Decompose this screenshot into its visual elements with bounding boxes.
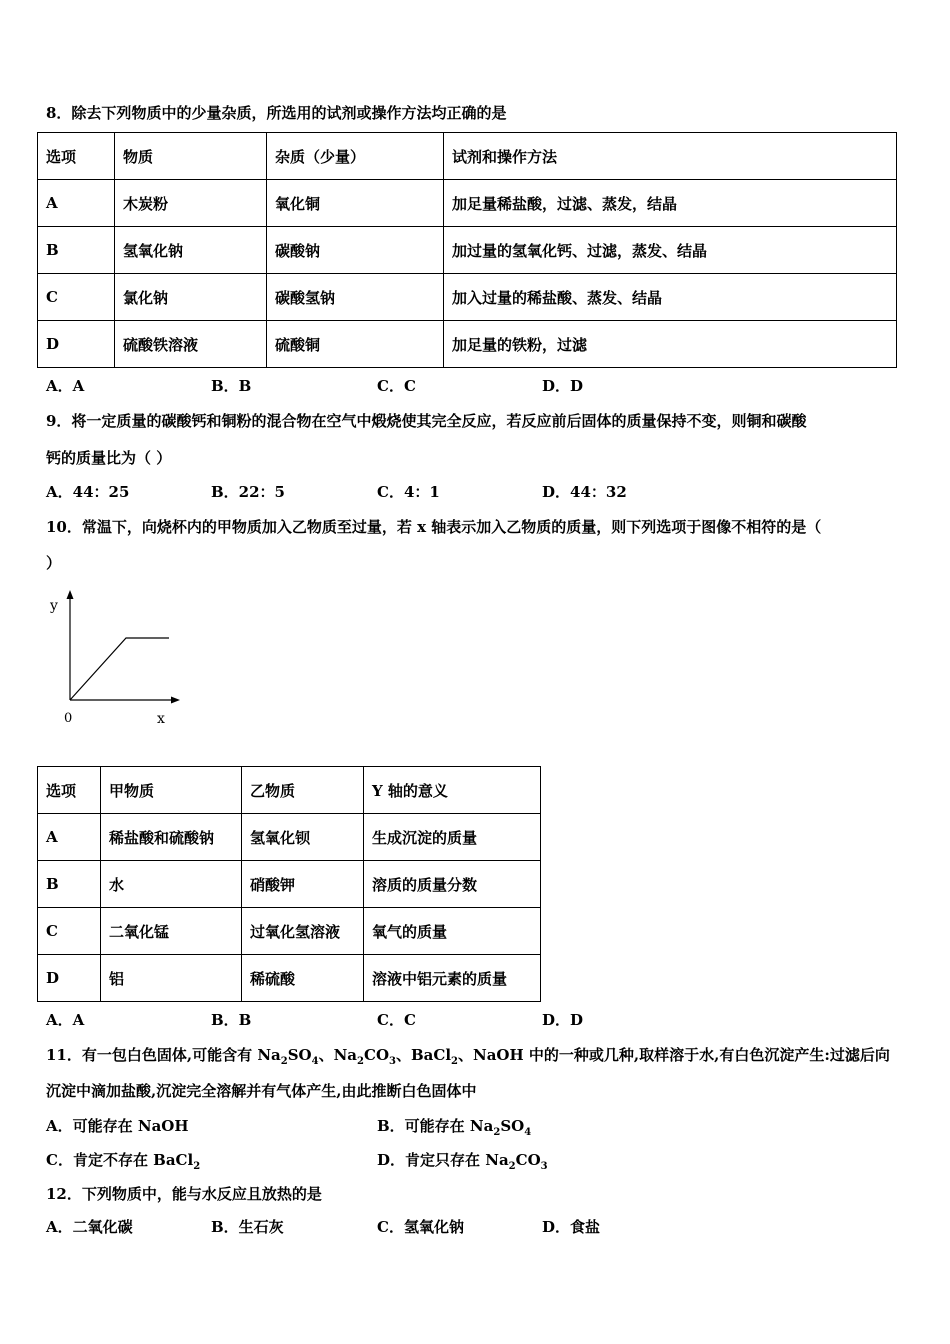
table-cell: 稀盐酸和硫酸钠 <box>101 814 242 861</box>
q11-stem-text: 11．有一包白色固体,可能含有 Na <box>46 1046 281 1064</box>
y-axis-label: y <box>50 598 58 614</box>
q10-stem-line1: 10．常温下，向烧杯内的甲物质加入乙物质至过量，若 x 轴表示加入乙物质的质量，则下列选项于图像不相符的是（ <box>46 518 822 536</box>
q9-option-c: C．4：1 <box>377 483 440 501</box>
table-header-cell: Y 轴的意义 <box>364 767 541 814</box>
q10-stem-line2: ） <box>46 554 62 572</box>
q10-option-a: A．A <box>46 1011 85 1029</box>
q10-table <box>37 766 541 1002</box>
table-row <box>38 274 897 321</box>
q11-stem-line2: 沉淀中滴加盐酸,沉淀完全溶解并有气体产生,由此推断白色固体中 <box>46 1082 477 1100</box>
table-row <box>38 861 541 908</box>
table-row <box>38 321 897 368</box>
table-cell: 硫酸铁溶液 <box>115 321 267 368</box>
y-axis-arrow <box>67 590 74 599</box>
table-cell: 硝酸钾 <box>242 861 364 908</box>
q12-stem: 12．下列物质中，能与水反应且放热的是 <box>46 1185 322 1203</box>
table-cell: D <box>38 321 115 368</box>
q8-stem: 8．除去下列物质中的少量杂质，所选用的试剂或操作方法均正确的是 <box>46 104 507 122</box>
table-cell: 加过量的氢氧化钙、过滤，蒸发、结晶 <box>444 227 897 274</box>
table-cell: 溶质的质量分数 <box>364 861 541 908</box>
table-cell: 碳酸氢钠 <box>267 274 444 321</box>
q12-option-b: B．生石灰 <box>211 1218 284 1236</box>
table-cell: 氧化铜 <box>267 180 444 227</box>
table-header-cell: 甲物质 <box>101 767 242 814</box>
table-header-cell: 试剂和操作方法 <box>444 133 897 180</box>
table-cell: 木炭粉 <box>115 180 267 227</box>
table-header-row <box>38 767 541 814</box>
q10-option-d: D．D <box>542 1011 584 1029</box>
table-cell: B <box>38 227 115 274</box>
q9-option-d: D．44：32 <box>542 483 627 501</box>
table-cell: 稀硫酸 <box>242 955 364 1002</box>
table-cell: A <box>38 814 101 861</box>
q11-option-b-text: B．可能存在 Na <box>377 1117 494 1135</box>
q12-option-a: A．二氧化碳 <box>46 1218 133 1236</box>
table-header-row <box>38 133 897 180</box>
table-header-cell: 物质 <box>115 133 267 180</box>
q11-option-d: D．肯定只存在 $Na_2CO_3$ <box>377 1151 548 1172</box>
table-cell: 加入过量的稀盐酸、蒸发、结晶 <box>444 274 897 321</box>
q10-option-c: C．C <box>377 1011 416 1029</box>
table-row <box>38 814 541 861</box>
table-cell: 二氧化锰 <box>101 908 242 955</box>
table-cell: 加足量稀盐酸，过滤、蒸发，结晶 <box>444 180 897 227</box>
table-row <box>38 180 897 227</box>
table-cell: 氯化钠 <box>115 274 267 321</box>
q10-option-b: B．B <box>211 1011 252 1029</box>
x-axis-label: x <box>157 711 165 727</box>
q10-graph <box>40 588 190 730</box>
table-cell: 加足量的铁粉，过滤 <box>444 321 897 368</box>
table-cell: 生成沉淀的质量 <box>364 814 541 861</box>
q11-stem-line1: 11．有一包白色固体,可能含有 $Na_2SO_4$、$Na_2CO_3$、BaCl$_2$、NaOH 中的一种或几种,取样溶于水,有白色沉淀产生:过滤后向 <box>46 1046 890 1067</box>
table-cell: 硫酸铜 <box>267 321 444 368</box>
table-header-cell: 选项 <box>38 767 101 814</box>
q8-option-c: C．C <box>377 377 416 395</box>
q11-option-a: A．可能存在 NaOH <box>46 1117 189 1135</box>
x-axis-arrow <box>171 697 180 704</box>
q11-option-c-text: C．肯定不存在 BaCl <box>46 1151 194 1169</box>
table-cell: 过氧化氢溶液 <box>242 908 364 955</box>
table-cell: 水 <box>101 861 242 908</box>
q9-stem-line1: 9．将一定质量的碳酸钙和铜粉的混合物在空气中煅烧使其完全反应，若反应前后固体的质量保持不变，则铜和碳酸 <box>46 412 807 430</box>
table-cell: 溶液中铝元素的质量 <box>364 955 541 1002</box>
table-header-cell: 乙物质 <box>242 767 364 814</box>
table-cell: 氧气的质量 <box>364 908 541 955</box>
table-cell: 氢氧化钡 <box>242 814 364 861</box>
table-cell: 氢氧化钠 <box>115 227 267 274</box>
q9-option-b: B．22：5 <box>211 483 285 501</box>
table-header-cell: 杂质（少量） <box>267 133 444 180</box>
table-cell: D <box>38 955 101 1002</box>
table-row <box>38 227 897 274</box>
q8-option-b: B．B <box>211 377 252 395</box>
graph-curve <box>70 638 169 700</box>
table-cell: C <box>38 274 115 321</box>
q9-option-a: A．44：25 <box>46 483 130 501</box>
table-cell: B <box>38 861 101 908</box>
table-row <box>38 908 541 955</box>
q11-option-c: C．肯定不存在 BaCl$_2$ <box>46 1151 201 1172</box>
table-row <box>38 955 541 1002</box>
q12-option-c: C．氢氧化钠 <box>377 1218 464 1236</box>
q11-option-b: B．可能存在 $Na_2SO_4$ <box>377 1117 532 1138</box>
table-cell: 铝 <box>101 955 242 1002</box>
table-cell: 碳酸钠 <box>267 227 444 274</box>
q8-table <box>37 132 897 368</box>
table-cell: A <box>38 180 115 227</box>
table-cell: C <box>38 908 101 955</box>
origin-label: 0 <box>64 711 73 726</box>
q11-option-d-text: D．肯定只存在 Na <box>377 1151 509 1169</box>
q8-option-d: D．D <box>542 377 584 395</box>
q9-stem-line2: 钙的质量比为（ ） <box>46 449 172 467</box>
table-header-cell: 选项 <box>38 133 115 180</box>
q8-option-a: A．A <box>46 377 85 395</box>
q12-option-d: D．食盐 <box>542 1218 601 1236</box>
